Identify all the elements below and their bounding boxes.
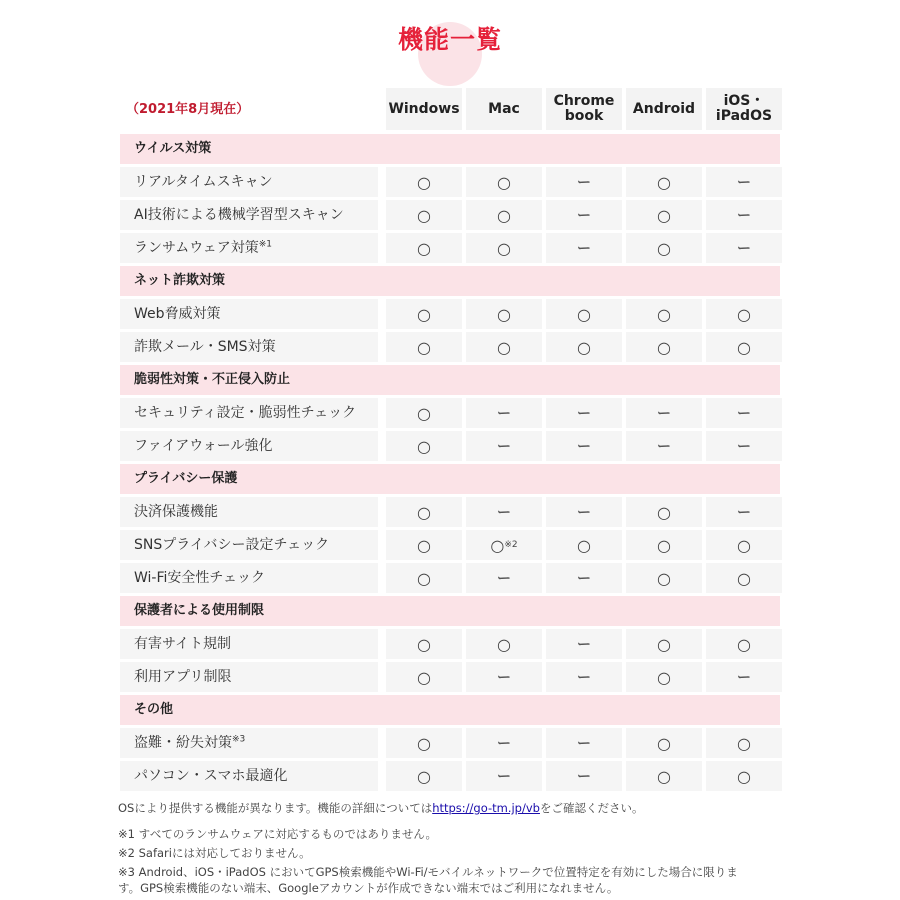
feature-label-text: 詐欺メール・SMS対策	[134, 339, 276, 355]
circle-mark-icon: ○	[417, 337, 431, 357]
supported-cell	[466, 332, 542, 362]
dash-mark-icon: ー	[577, 208, 591, 224]
dash-mark-icon: ー	[577, 769, 591, 785]
unsupported-cell	[466, 497, 542, 527]
supported-cell	[706, 299, 782, 329]
dash-mark-icon: ー	[577, 637, 591, 653]
feature-label	[120, 629, 378, 659]
category-header: ネット詐欺対策	[120, 266, 780, 296]
circle-mark-icon: ○	[497, 205, 511, 225]
supported-cell	[466, 299, 542, 329]
unsupported-cell	[706, 662, 782, 692]
circle-mark-icon: ○	[417, 733, 431, 753]
circle-mark-icon: ○	[417, 667, 431, 687]
supported-cell	[626, 497, 702, 527]
footnote-1: ※1 すべてのランサムウェアに対応するものではありません。	[118, 827, 438, 841]
circle-mark-icon: ○	[497, 304, 511, 324]
feature-label-text: AI技術による機械学習型スキャン	[134, 207, 344, 223]
dash-mark-icon: ー	[737, 208, 751, 224]
supported-cell	[386, 497, 462, 527]
supported-cell	[386, 728, 462, 758]
unsupported-cell	[706, 497, 782, 527]
unsupported-cell	[546, 167, 622, 197]
circle-mark-icon: ○	[417, 502, 431, 522]
unsupported-cell	[466, 431, 542, 461]
circle-mark-icon: ○	[657, 205, 671, 225]
feature-label-text: 有害サイト規制	[134, 636, 232, 652]
feature-label	[120, 728, 378, 758]
feature-label-text: Web脅威対策	[134, 306, 221, 322]
circle-mark-icon: ○	[737, 535, 751, 555]
feature-label	[120, 497, 378, 527]
circle-mark-icon: ○	[737, 733, 751, 753]
category-header: 脆弱性対策・不正侵入防止	[120, 365, 780, 395]
feature-label-text: パソコン・スマホ最適化	[134, 768, 288, 784]
category-header: プライバシー保護	[120, 464, 780, 494]
circle-mark-icon: ○	[737, 568, 751, 588]
supported-cell	[706, 563, 782, 593]
dash-mark-icon: ー	[497, 736, 511, 752]
circle-mark-icon: ○	[417, 436, 431, 456]
feature-label-text: 決済保護機能	[134, 504, 218, 520]
supported-cell	[386, 662, 462, 692]
unsupported-cell	[546, 629, 622, 659]
circle-mark-icon: ○	[417, 568, 431, 588]
feature-label-text: 盗難・紛失対策	[134, 735, 232, 751]
supported-cell	[706, 761, 782, 791]
supported-cell	[706, 530, 782, 560]
circle-mark-icon: ○	[497, 172, 511, 192]
unsupported-cell	[626, 431, 702, 461]
circle-mark-icon: ○	[657, 667, 671, 687]
dash-mark-icon: ー	[737, 406, 751, 422]
supported-cell	[626, 332, 702, 362]
supported-cell	[386, 332, 462, 362]
feature-label-text: SNSプライバシー設定チェック	[134, 537, 330, 553]
platform-header: Mac	[466, 88, 542, 130]
circle-mark-icon: ○	[657, 634, 671, 654]
supported-cell	[386, 167, 462, 197]
feature-label	[120, 299, 378, 329]
platform-header: Chrome book	[546, 88, 622, 130]
feature-label	[120, 167, 378, 197]
details-link[interactable]: https://go-tm.jp/vb	[432, 801, 540, 815]
circle-mark-icon: ○	[577, 337, 591, 357]
dash-mark-icon: ー	[577, 175, 591, 191]
supported-cell	[626, 233, 702, 263]
supported-cell	[386, 629, 462, 659]
unsupported-cell	[546, 431, 622, 461]
unsupported-cell	[546, 761, 622, 791]
unsupported-cell	[706, 398, 782, 428]
footnote-intro	[118, 800, 798, 816]
supported-cell	[626, 761, 702, 791]
supported-cell	[626, 299, 702, 329]
supported-cell	[386, 530, 462, 560]
dash-mark-icon: ー	[737, 439, 751, 455]
dash-mark-icon: ー	[497, 571, 511, 587]
unsupported-cell	[546, 728, 622, 758]
unsupported-cell	[466, 563, 542, 593]
circle-mark-icon: ○	[657, 337, 671, 357]
platform-header: Windows	[386, 88, 462, 130]
feature-label	[120, 563, 378, 593]
feature-label	[120, 398, 378, 428]
unsupported-cell	[706, 233, 782, 263]
footnote-2: ※2 Safariには対応しておりません。	[118, 846, 311, 860]
circle-mark-icon: ○	[657, 535, 671, 555]
unsupported-cell	[466, 728, 542, 758]
feature-label-text: ランサムウェア対策	[134, 240, 259, 256]
circle-mark-icon: ○	[497, 337, 511, 357]
circle-mark-icon: ○	[490, 535, 505, 555]
footnote-intro-tail: をご確認ください。	[539, 801, 644, 815]
feature-label-text: ファイアウォール強化	[134, 438, 273, 454]
dash-mark-icon: ー	[737, 505, 751, 521]
dash-mark-icon: ー	[737, 670, 751, 686]
category-header: ウイルス対策	[120, 134, 780, 164]
circle-mark-icon: ○	[737, 337, 751, 357]
unsupported-cell	[546, 233, 622, 263]
circle-mark-icon: ○	[657, 502, 671, 522]
supported-cell	[546, 530, 622, 560]
supported-cell: ○ ※2	[466, 530, 542, 560]
feature-label-text: リアルタイムスキャン	[134, 174, 273, 190]
footnote-3-line1: ※3 Android、iOS・iPadOS においてGPS検索機能やWi-Fi/モバイルネットワークで位置特定を有効にした場合に限りま	[118, 865, 738, 879]
circle-mark-icon: ○	[417, 238, 431, 258]
supported-cell	[466, 629, 542, 659]
supported-cell	[546, 299, 622, 329]
feature-label	[120, 431, 378, 461]
circle-mark-icon: ○	[657, 172, 671, 192]
circle-mark-icon: ○	[417, 172, 431, 192]
feature-label-text: Wi-Fi安全性チェック	[134, 570, 265, 586]
unsupported-cell	[546, 200, 622, 230]
supported-cell	[466, 200, 542, 230]
supported-cell	[386, 299, 462, 329]
platform-header: Android	[626, 88, 702, 130]
feature-label	[120, 332, 378, 362]
supported-cell	[626, 728, 702, 758]
dash-mark-icon: ー	[497, 505, 511, 521]
dash-mark-icon: ー	[497, 670, 511, 686]
supported-cell	[386, 431, 462, 461]
dash-mark-icon: ー	[577, 736, 591, 752]
circle-mark-icon: ○	[577, 304, 591, 324]
supported-cell	[626, 629, 702, 659]
circle-mark-icon: ○	[657, 304, 671, 324]
feature-label	[120, 761, 378, 791]
dash-mark-icon: ー	[577, 406, 591, 422]
dash-mark-icon: ー	[497, 439, 511, 455]
title-area	[0, 10, 900, 60]
platform-header: iOS・ iPadOS	[706, 88, 782, 130]
circle-mark-icon: ○	[417, 304, 431, 324]
unsupported-cell	[626, 398, 702, 428]
dash-mark-icon: ー	[577, 571, 591, 587]
supported-cell	[706, 629, 782, 659]
circle-mark-icon: ○	[417, 634, 431, 654]
dash-mark-icon: ー	[497, 769, 511, 785]
supported-cell	[466, 233, 542, 263]
unsupported-cell	[546, 662, 622, 692]
unsupported-cell	[706, 167, 782, 197]
dash-mark-icon: ー	[497, 406, 511, 422]
feature-label-text: セキュリティ設定・脆弱性チェック	[134, 405, 357, 421]
page-title: 機能一覧	[397, 25, 502, 54]
supported-cell	[546, 332, 622, 362]
feature-label	[120, 662, 378, 692]
supported-cell	[386, 563, 462, 593]
circle-mark-icon: ○	[737, 304, 751, 324]
feature-footnote-ref: ※1	[258, 239, 273, 250]
supported-cell	[386, 398, 462, 428]
dash-mark-icon: ー	[577, 439, 591, 455]
date-note: （2021年8月現在）	[126, 102, 250, 117]
unsupported-cell	[466, 398, 542, 428]
supported-cell	[386, 761, 462, 791]
feature-label	[120, 530, 378, 560]
dash-mark-icon: ー	[577, 505, 591, 521]
supported-cell	[466, 167, 542, 197]
circle-mark-icon: ○	[657, 238, 671, 258]
supported-cell	[706, 332, 782, 362]
circle-mark-icon: ○	[737, 634, 751, 654]
supported-cell	[626, 530, 702, 560]
dash-mark-icon: ー	[737, 241, 751, 257]
dash-mark-icon: ー	[657, 406, 671, 422]
dash-mark-icon: ー	[577, 241, 591, 257]
unsupported-cell	[706, 200, 782, 230]
unsupported-cell	[466, 761, 542, 791]
circle-mark-icon: ○	[657, 568, 671, 588]
feature-label	[120, 233, 378, 263]
supported-cell	[386, 200, 462, 230]
circle-mark-icon: ○	[417, 535, 431, 555]
supported-cell	[706, 728, 782, 758]
unsupported-cell	[546, 497, 622, 527]
unsupported-cell	[546, 398, 622, 428]
dash-mark-icon: ー	[737, 175, 751, 191]
footnote-3-line2: す。GPS検索機能のない端末、Googleアカウントが作成できない端末ではご利用になれません。	[118, 881, 619, 895]
supported-cell	[386, 233, 462, 263]
dash-mark-icon: ー	[657, 439, 671, 455]
category-header: 保護者による使用制限	[120, 596, 780, 626]
unsupported-cell	[706, 431, 782, 461]
feature-label	[120, 200, 378, 230]
circle-mark-icon: ○	[497, 238, 511, 258]
supported-cell	[626, 200, 702, 230]
circle-mark-icon: ○	[657, 733, 671, 753]
unsupported-cell	[466, 662, 542, 692]
supported-cell	[626, 662, 702, 692]
circle-mark-icon: ○	[497, 634, 511, 654]
feature-label-text: 利用アプリ制限	[134, 669, 232, 685]
supported-cell	[626, 563, 702, 593]
footnote-intro-text: OSにより提供する機能が異なります。機能の詳細については	[118, 801, 433, 815]
circle-mark-icon: ○	[417, 403, 431, 423]
category-header: その他	[120, 695, 780, 725]
circle-mark-icon: ○	[417, 766, 431, 786]
supported-cell	[626, 167, 702, 197]
feature-footnote-ref: ※3	[232, 734, 246, 745]
circle-mark-icon: ○	[737, 766, 751, 786]
circle-mark-icon: ○	[657, 766, 671, 786]
unsupported-cell	[546, 563, 622, 593]
circle-mark-icon: ○	[417, 205, 431, 225]
dash-mark-icon: ー	[577, 670, 591, 686]
circle-mark-icon: ○	[577, 535, 591, 555]
